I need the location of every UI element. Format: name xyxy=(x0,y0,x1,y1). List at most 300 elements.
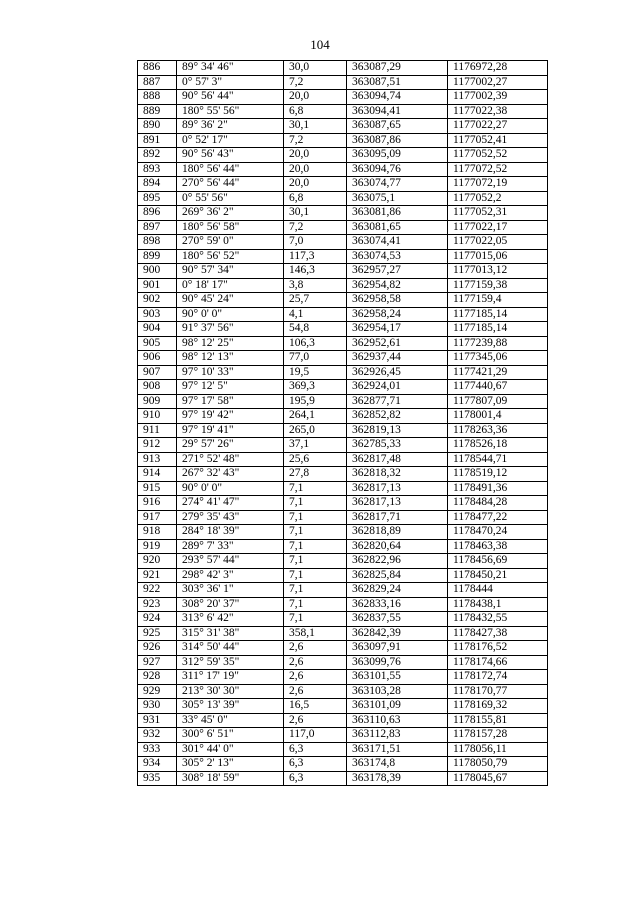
point-number-cell: 901 xyxy=(138,278,177,293)
point-number-cell: 924 xyxy=(138,612,177,627)
x-coordinate-cell: 363081,86 xyxy=(347,206,448,221)
y-coordinate-cell: 1177052,52 xyxy=(448,148,548,163)
point-number-cell: 919 xyxy=(138,539,177,554)
table-row xyxy=(138,75,548,90)
length-cell: 6,3 xyxy=(284,742,347,757)
table-row xyxy=(138,235,548,250)
x-coordinate-cell: 363074,77 xyxy=(347,177,448,192)
length-cell: 7,1 xyxy=(284,554,347,569)
point-number-cell: 893 xyxy=(138,162,177,177)
point-number-cell: 902 xyxy=(138,293,177,308)
y-coordinate-cell: 1178176,52 xyxy=(448,641,548,656)
x-coordinate-cell: 362817,13 xyxy=(347,496,448,511)
length-cell: 16,5 xyxy=(284,699,347,714)
angle-cell: 300° 6' 51" xyxy=(177,728,284,743)
x-coordinate-cell: 362957,27 xyxy=(347,264,448,279)
y-coordinate-cell: 1178491,36 xyxy=(448,481,548,496)
point-number-cell: 935 xyxy=(138,771,177,786)
x-coordinate-cell: 362952,61 xyxy=(347,336,448,351)
x-coordinate-cell: 362842,39 xyxy=(347,626,448,641)
table-row xyxy=(138,757,548,772)
length-cell: 2,6 xyxy=(284,713,347,728)
table-row xyxy=(138,206,548,221)
y-coordinate-cell: 1177185,14 xyxy=(448,307,548,322)
angle-cell: 0° 55' 56" xyxy=(177,191,284,206)
length-cell: 7,1 xyxy=(284,481,347,496)
x-coordinate-cell: 363101,09 xyxy=(347,699,448,714)
point-number-cell: 899 xyxy=(138,249,177,264)
y-coordinate-cell: 1177052,41 xyxy=(448,133,548,148)
angle-cell: 269° 36' 2" xyxy=(177,206,284,221)
x-coordinate-cell: 362817,71 xyxy=(347,510,448,525)
point-number-cell: 923 xyxy=(138,597,177,612)
length-cell: 7,1 xyxy=(284,568,347,583)
y-coordinate-cell: 1178456,69 xyxy=(448,554,548,569)
x-coordinate-cell: 362818,32 xyxy=(347,467,448,482)
x-coordinate-cell: 363074,53 xyxy=(347,249,448,264)
angle-cell: 312° 59' 35" xyxy=(177,655,284,670)
x-coordinate-cell: 362926,45 xyxy=(347,365,448,380)
point-number-cell: 932 xyxy=(138,728,177,743)
y-coordinate-cell: 1178050,79 xyxy=(448,757,548,772)
angle-cell: 305° 2' 13" xyxy=(177,757,284,772)
angle-cell: 305° 13' 39" xyxy=(177,699,284,714)
angle-cell: 308° 20' 37" xyxy=(177,597,284,612)
table-row xyxy=(138,104,548,119)
table-row xyxy=(138,684,548,699)
table-row xyxy=(138,336,548,351)
point-number-cell: 900 xyxy=(138,264,177,279)
x-coordinate-cell: 362825,84 xyxy=(347,568,448,583)
x-coordinate-cell: 363095,09 xyxy=(347,148,448,163)
angle-cell: 90° 0' 0" xyxy=(177,481,284,496)
point-number-cell: 926 xyxy=(138,641,177,656)
x-coordinate-cell: 363103,28 xyxy=(347,684,448,699)
table-row xyxy=(138,742,548,757)
angle-cell: 97° 10' 33" xyxy=(177,365,284,380)
x-coordinate-cell: 362785,33 xyxy=(347,438,448,453)
length-cell: 54,8 xyxy=(284,322,347,337)
length-cell: 195,9 xyxy=(284,394,347,409)
table-row xyxy=(138,322,548,337)
point-number-cell: 888 xyxy=(138,90,177,105)
length-cell: 77,0 xyxy=(284,351,347,366)
point-number-cell: 915 xyxy=(138,481,177,496)
x-coordinate-cell: 363101,55 xyxy=(347,670,448,685)
angle-cell: 98° 12' 13" xyxy=(177,351,284,366)
length-cell: 20,0 xyxy=(284,162,347,177)
angle-cell: 97° 19' 41" xyxy=(177,423,284,438)
y-coordinate-cell: 1177022,05 xyxy=(448,235,548,250)
table-row xyxy=(138,670,548,685)
table-row xyxy=(138,467,548,482)
y-coordinate-cell: 1178045,67 xyxy=(448,771,548,786)
length-cell: 106,3 xyxy=(284,336,347,351)
y-coordinate-cell: 1178157,28 xyxy=(448,728,548,743)
point-number-cell: 916 xyxy=(138,496,177,511)
table-row xyxy=(138,641,548,656)
x-coordinate-cell: 362817,48 xyxy=(347,452,448,467)
x-coordinate-cell: 363171,51 xyxy=(347,742,448,757)
point-number-cell: 914 xyxy=(138,467,177,482)
table-row xyxy=(138,90,548,105)
point-number-cell: 890 xyxy=(138,119,177,134)
point-number-cell: 934 xyxy=(138,757,177,772)
angle-cell: 315° 31' 38" xyxy=(177,626,284,641)
y-coordinate-cell: 1178470,24 xyxy=(448,525,548,540)
table-row xyxy=(138,293,548,308)
x-coordinate-cell: 362852,82 xyxy=(347,409,448,424)
table-row xyxy=(138,481,548,496)
y-coordinate-cell: 1178519,12 xyxy=(448,467,548,482)
point-number-cell: 909 xyxy=(138,394,177,409)
y-coordinate-cell: 1177239,88 xyxy=(448,336,548,351)
table-row xyxy=(138,539,548,554)
x-coordinate-cell: 363081,65 xyxy=(347,220,448,235)
angle-cell: 180° 56' 44" xyxy=(177,162,284,177)
x-coordinate-cell: 363094,74 xyxy=(347,90,448,105)
point-number-cell: 907 xyxy=(138,365,177,380)
angle-cell: 311° 17' 19" xyxy=(177,670,284,685)
length-cell: 7,1 xyxy=(284,539,347,554)
point-number-cell: 903 xyxy=(138,307,177,322)
length-cell: 2,6 xyxy=(284,641,347,656)
y-coordinate-cell: 1178477,22 xyxy=(448,510,548,525)
y-coordinate-cell: 1178427,38 xyxy=(448,626,548,641)
point-number-cell: 891 xyxy=(138,133,177,148)
table-row xyxy=(138,61,548,76)
x-coordinate-cell: 362829,24 xyxy=(347,583,448,598)
angle-cell: 308° 18' 59" xyxy=(177,771,284,786)
coordinates-table-body xyxy=(138,61,548,786)
angle-cell: 289° 7' 33" xyxy=(177,539,284,554)
angle-cell: 270° 56' 44" xyxy=(177,177,284,192)
angle-cell: 270° 59' 0" xyxy=(177,235,284,250)
y-coordinate-cell: 1177440,67 xyxy=(448,380,548,395)
page-number: 104 xyxy=(310,37,330,52)
y-coordinate-cell: 1178170,77 xyxy=(448,684,548,699)
angle-cell: 180° 55' 56" xyxy=(177,104,284,119)
y-coordinate-cell: 1177185,14 xyxy=(448,322,548,337)
x-coordinate-cell: 363074,41 xyxy=(347,235,448,250)
length-cell: 30,0 xyxy=(284,61,347,76)
y-coordinate-cell: 1177807,09 xyxy=(448,394,548,409)
angle-cell: 90° 57' 34" xyxy=(177,264,284,279)
point-number-cell: 889 xyxy=(138,104,177,119)
x-coordinate-cell: 363099,76 xyxy=(347,655,448,670)
y-coordinate-cell: 1178056,11 xyxy=(448,742,548,757)
point-number-cell: 929 xyxy=(138,684,177,699)
angle-cell: 0° 18' 17" xyxy=(177,278,284,293)
angle-cell: 314° 50' 44" xyxy=(177,641,284,656)
angle-cell: 97° 19' 42" xyxy=(177,409,284,424)
x-coordinate-cell: 362958,24 xyxy=(347,307,448,322)
x-coordinate-cell: 362937,44 xyxy=(347,351,448,366)
angle-cell: 293° 57' 44" xyxy=(177,554,284,569)
table-row xyxy=(138,133,548,148)
length-cell: 19,5 xyxy=(284,365,347,380)
length-cell: 7,0 xyxy=(284,235,347,250)
y-coordinate-cell: 1177159,38 xyxy=(448,278,548,293)
x-coordinate-cell: 363087,51 xyxy=(347,75,448,90)
y-coordinate-cell: 1177022,38 xyxy=(448,104,548,119)
x-coordinate-cell: 363110,63 xyxy=(347,713,448,728)
x-coordinate-cell: 363094,76 xyxy=(347,162,448,177)
table-row xyxy=(138,612,548,627)
length-cell: 30,1 xyxy=(284,119,347,134)
point-number-cell: 913 xyxy=(138,452,177,467)
y-coordinate-cell: 1178463,38 xyxy=(448,539,548,554)
x-coordinate-cell: 362924,01 xyxy=(347,380,448,395)
angle-cell: 91° 37' 56" xyxy=(177,322,284,337)
point-number-cell: 933 xyxy=(138,742,177,757)
point-number-cell: 896 xyxy=(138,206,177,221)
length-cell: 6,3 xyxy=(284,757,347,772)
x-coordinate-cell: 363087,65 xyxy=(347,119,448,134)
table-row xyxy=(138,554,548,569)
table-row xyxy=(138,525,548,540)
table-row xyxy=(138,655,548,670)
y-coordinate-cell: 1178450,21 xyxy=(448,568,548,583)
table-row xyxy=(138,510,548,525)
table-row xyxy=(138,119,548,134)
angle-cell: 89° 34' 46" xyxy=(177,61,284,76)
point-number-cell: 892 xyxy=(138,148,177,163)
length-cell: 37,1 xyxy=(284,438,347,453)
table-row xyxy=(138,568,548,583)
point-number-cell: 906 xyxy=(138,351,177,366)
x-coordinate-cell: 363178,39 xyxy=(347,771,448,786)
y-coordinate-cell: 1178169,32 xyxy=(448,699,548,714)
angle-cell: 89° 36' 2" xyxy=(177,119,284,134)
point-number-cell: 895 xyxy=(138,191,177,206)
point-number-cell: 930 xyxy=(138,699,177,714)
y-coordinate-cell: 1178438,1 xyxy=(448,597,548,612)
coordinates-table xyxy=(137,60,548,786)
x-coordinate-cell: 363087,86 xyxy=(347,133,448,148)
y-coordinate-cell: 1177013,12 xyxy=(448,264,548,279)
angle-cell: 213° 30' 30" xyxy=(177,684,284,699)
length-cell: 25,7 xyxy=(284,293,347,308)
table-row xyxy=(138,394,548,409)
y-coordinate-cell: 1178263,36 xyxy=(448,423,548,438)
table-row xyxy=(138,278,548,293)
length-cell: 265,0 xyxy=(284,423,347,438)
length-cell: 2,6 xyxy=(284,684,347,699)
table-row xyxy=(138,409,548,424)
y-coordinate-cell: 1178432,55 xyxy=(448,612,548,627)
angle-cell: 180° 56' 52" xyxy=(177,249,284,264)
table-row xyxy=(138,597,548,612)
length-cell: 7,1 xyxy=(284,510,347,525)
x-coordinate-cell: 363094,41 xyxy=(347,104,448,119)
length-cell: 7,1 xyxy=(284,525,347,540)
angle-cell: 29° 57' 26" xyxy=(177,438,284,453)
angle-cell: 97° 17' 58" xyxy=(177,394,284,409)
length-cell: 369,3 xyxy=(284,380,347,395)
y-coordinate-cell: 1177015,06 xyxy=(448,249,548,264)
x-coordinate-cell: 362877,71 xyxy=(347,394,448,409)
x-coordinate-cell: 362954,17 xyxy=(347,322,448,337)
angle-cell: 274° 41' 47" xyxy=(177,496,284,511)
x-coordinate-cell: 363097,91 xyxy=(347,641,448,656)
angle-cell: 90° 45' 24" xyxy=(177,293,284,308)
length-cell: 7,1 xyxy=(284,597,347,612)
length-cell: 358,1 xyxy=(284,626,347,641)
table-row xyxy=(138,626,548,641)
y-coordinate-cell: 1177159,4 xyxy=(448,293,548,308)
point-number-cell: 922 xyxy=(138,583,177,598)
point-number-cell: 925 xyxy=(138,626,177,641)
point-number-cell: 928 xyxy=(138,670,177,685)
angle-cell: 0° 52' 17" xyxy=(177,133,284,148)
point-number-cell: 918 xyxy=(138,525,177,540)
y-coordinate-cell: 1177345,06 xyxy=(448,351,548,366)
table-row xyxy=(138,249,548,264)
angle-cell: 0° 57' 3" xyxy=(177,75,284,90)
point-number-cell: 886 xyxy=(138,61,177,76)
length-cell: 3,8 xyxy=(284,278,347,293)
angle-cell: 90° 56' 43" xyxy=(177,148,284,163)
length-cell: 25,6 xyxy=(284,452,347,467)
length-cell: 2,6 xyxy=(284,670,347,685)
table-row xyxy=(138,177,548,192)
y-coordinate-cell: 1177421,29 xyxy=(448,365,548,380)
point-number-cell: 917 xyxy=(138,510,177,525)
y-coordinate-cell: 1177022,17 xyxy=(448,220,548,235)
point-number-cell: 904 xyxy=(138,322,177,337)
y-coordinate-cell: 1178174,66 xyxy=(448,655,548,670)
length-cell: 117,0 xyxy=(284,728,347,743)
length-cell: 20,0 xyxy=(284,148,347,163)
point-number-cell: 887 xyxy=(138,75,177,90)
angle-cell: 284° 18' 39" xyxy=(177,525,284,540)
x-coordinate-cell: 362837,55 xyxy=(347,612,448,627)
point-number-cell: 898 xyxy=(138,235,177,250)
point-number-cell: 927 xyxy=(138,655,177,670)
angle-cell: 279° 35' 43" xyxy=(177,510,284,525)
table-row xyxy=(138,351,548,366)
x-coordinate-cell: 362822,96 xyxy=(347,554,448,569)
length-cell: 4,1 xyxy=(284,307,347,322)
x-coordinate-cell: 363112,83 xyxy=(347,728,448,743)
table-row xyxy=(138,148,548,163)
point-number-cell: 921 xyxy=(138,568,177,583)
length-cell: 6,8 xyxy=(284,104,347,119)
length-cell: 20,0 xyxy=(284,90,347,105)
length-cell: 7,2 xyxy=(284,133,347,148)
x-coordinate-cell: 363174,8 xyxy=(347,757,448,772)
angle-cell: 313° 6' 42" xyxy=(177,612,284,627)
y-coordinate-cell: 1177052,31 xyxy=(448,206,548,221)
table-row xyxy=(138,162,548,177)
length-cell: 2,6 xyxy=(284,655,347,670)
x-coordinate-cell: 362954,82 xyxy=(347,278,448,293)
length-cell: 27,8 xyxy=(284,467,347,482)
y-coordinate-cell: 1178484,28 xyxy=(448,496,548,511)
angle-cell: 98° 12' 25" xyxy=(177,336,284,351)
angle-cell: 271° 52' 48" xyxy=(177,452,284,467)
table-row xyxy=(138,307,548,322)
y-coordinate-cell: 1177072,19 xyxy=(448,177,548,192)
y-coordinate-cell: 1178155,81 xyxy=(448,713,548,728)
point-number-cell: 912 xyxy=(138,438,177,453)
y-coordinate-cell: 1178001,4 xyxy=(448,409,548,424)
y-coordinate-cell: 1177002,39 xyxy=(448,90,548,105)
length-cell: 6,8 xyxy=(284,191,347,206)
table-row xyxy=(138,438,548,453)
point-number-cell: 911 xyxy=(138,423,177,438)
angle-cell: 267° 32' 43" xyxy=(177,467,284,482)
angle-cell: 180° 56' 58" xyxy=(177,220,284,235)
table-row xyxy=(138,496,548,511)
angle-cell: 303° 36' 1" xyxy=(177,583,284,598)
table-row xyxy=(138,771,548,786)
angle-cell: 298° 42' 3" xyxy=(177,568,284,583)
angle-cell: 301° 44' 0" xyxy=(177,742,284,757)
table-row xyxy=(138,583,548,598)
y-coordinate-cell: 1177072,52 xyxy=(448,162,548,177)
table-row xyxy=(138,699,548,714)
table-row xyxy=(138,713,548,728)
y-coordinate-cell: 1177022,27 xyxy=(448,119,548,134)
table-row xyxy=(138,264,548,279)
y-coordinate-cell: 1178526,18 xyxy=(448,438,548,453)
length-cell: 264,1 xyxy=(284,409,347,424)
y-coordinate-cell: 1178444 xyxy=(448,583,548,598)
table-row xyxy=(138,191,548,206)
point-number-cell: 894 xyxy=(138,177,177,192)
length-cell: 30,1 xyxy=(284,206,347,221)
point-number-cell: 897 xyxy=(138,220,177,235)
table-row xyxy=(138,452,548,467)
x-coordinate-cell: 362817,13 xyxy=(347,481,448,496)
length-cell: 7,2 xyxy=(284,75,347,90)
point-number-cell: 905 xyxy=(138,336,177,351)
table-row xyxy=(138,365,548,380)
length-cell: 7,1 xyxy=(284,496,347,511)
x-coordinate-cell: 362819,13 xyxy=(347,423,448,438)
y-coordinate-cell: 1178172,74 xyxy=(448,670,548,685)
y-coordinate-cell: 1176972,28 xyxy=(448,61,548,76)
length-cell: 7,2 xyxy=(284,220,347,235)
angle-cell: 33° 45' 0" xyxy=(177,713,284,728)
x-coordinate-cell: 362818,89 xyxy=(347,525,448,540)
table-row xyxy=(138,728,548,743)
length-cell: 20,0 xyxy=(284,177,347,192)
x-coordinate-cell: 363075,1 xyxy=(347,191,448,206)
length-cell: 6,3 xyxy=(284,771,347,786)
length-cell: 146,3 xyxy=(284,264,347,279)
table-row xyxy=(138,220,548,235)
y-coordinate-cell: 1177052,2 xyxy=(448,191,548,206)
x-coordinate-cell: 362820,64 xyxy=(347,539,448,554)
table-row xyxy=(138,380,548,395)
y-coordinate-cell: 1178544,71 xyxy=(448,452,548,467)
angle-cell: 90° 0' 0" xyxy=(177,307,284,322)
length-cell: 7,1 xyxy=(284,612,347,627)
point-number-cell: 931 xyxy=(138,713,177,728)
x-coordinate-cell: 362958,58 xyxy=(347,293,448,308)
point-number-cell: 910 xyxy=(138,409,177,424)
length-cell: 7,1 xyxy=(284,583,347,598)
length-cell: 117,3 xyxy=(284,249,347,264)
point-number-cell: 908 xyxy=(138,380,177,395)
x-coordinate-cell: 363087,29 xyxy=(347,61,448,76)
x-coordinate-cell: 362833,16 xyxy=(347,597,448,612)
angle-cell: 90° 56' 44" xyxy=(177,90,284,105)
point-number-cell: 920 xyxy=(138,554,177,569)
